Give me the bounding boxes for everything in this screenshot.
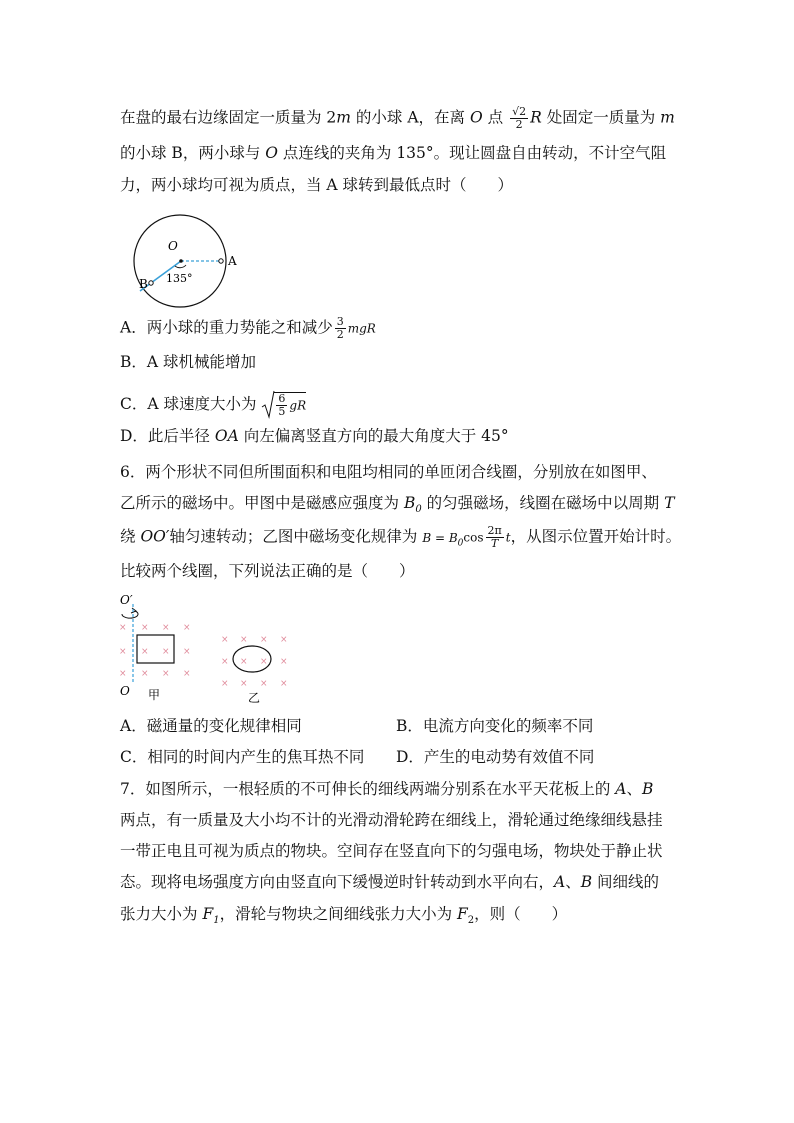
- field-cross-icon: ×: [221, 657, 229, 667]
- q6-option-a: A．磁通量的变化规律相同: [120, 717, 302, 735]
- center-point-O: [179, 259, 183, 263]
- q6-option-d: D．产生的电动势有效值不同: [396, 748, 595, 766]
- field-cross-icon: ×: [119, 623, 127, 633]
- q5-option-d: D．此后半径 OA 向左偏离竖直方向的最大角度大于 45°: [120, 427, 509, 445]
- field-cross-icon: ×: [119, 669, 127, 679]
- field-cross-icon: ×: [260, 635, 268, 645]
- field-cross-icon: ×: [280, 635, 288, 645]
- field-cross-icon: ×: [183, 669, 191, 679]
- sqrt2-over-2-fraction: $\frac{√2}{2}$: [512, 105, 527, 131]
- field-crosses-jia: [119, 623, 191, 679]
- label-O: O: [168, 239, 178, 253]
- q6-option-b: B．电流方向变化的频率不同: [396, 717, 594, 735]
- q7-line-5: 张力大小为 $F_1$，滑轮与物块之间细线张力大小为 $F_2$，则（ ）: [120, 905, 568, 927]
- q5-option-b: B．A 球机械能增加: [120, 353, 257, 371]
- q5-option-c: C．A 球速度大小为 $\frac{6}{5}$ gR: [120, 392, 307, 418]
- q7-line-4: 态。现将电场强度方向由竖直向下缓慢逆时针转动到水平向右，A、B 间细线的: [120, 873, 660, 891]
- q6-option-c: C．相同的时间内产生的焦耳热不同: [120, 748, 365, 766]
- q7-line-3: 一带正电且可视为质点的物块。空间存在竖直向下的匀强电场，物块处于静止状: [120, 842, 663, 860]
- field-cross-icon: ×: [162, 623, 170, 633]
- q7-line-2: 两点，有一质量及大小均不计的光滑动滑轮跨在细线上，滑轮通过绝缘细线悬挂: [120, 811, 663, 829]
- field-cross-icon: ×: [280, 679, 288, 689]
- label-O-prime: O′: [120, 593, 133, 607]
- field-cross-icon: ×: [260, 679, 268, 689]
- ball-B: [149, 281, 153, 285]
- q6-line-1: 6．两个形状不同但所围面积和电阻均相同的单匝闭合线圈，分别放在如图甲、: [120, 463, 657, 481]
- angle-arc: [175, 265, 186, 268]
- field-crosses-yi: [221, 635, 288, 689]
- field-cross-icon: ×: [240, 635, 248, 645]
- field-cross-icon: ×: [221, 635, 229, 645]
- q5-line-1: 在盘的最右边缘固定一质量为 2m 的小球 A，在离 O 点 $\frac{√2}{2}$ R 处固定一质量为 m: [120, 105, 675, 131]
- radical-sign-icon: [261, 390, 275, 420]
- q6-line-4: 比较两个线圈，下列说法正确的是（ ）: [120, 562, 415, 580]
- q5-line-2: 的小球 B，两小球与 O 点连线的夹角为 135°。现让圆盘自由转动，不计空气阻: [120, 144, 667, 162]
- field-cross-icon: ×: [141, 669, 149, 679]
- label-yi: 乙: [248, 691, 261, 705]
- sqrt-6-5-gR: $\frac{6}{5}$ gR: [261, 390, 306, 420]
- field-cross-icon: ×: [183, 647, 191, 657]
- label-B: B: [139, 277, 148, 291]
- q6-line-3: 绕 OO′轴匀速转动；乙图中磁场变化规律为 $B = B_0\cos$ $\frac{2\pi}{T}$ t，从图示位置开始计时。: [120, 524, 682, 550]
- field-cross-icon: ×: [141, 647, 149, 657]
- field-cross-icon: ×: [162, 669, 170, 679]
- field-cross-icon: ×: [240, 679, 248, 689]
- q5-disc-figure: [120, 208, 260, 318]
- q6-magnetic-field-figure: [115, 592, 305, 710]
- rotation-arrow-icon: [122, 611, 138, 618]
- b-formula: $B = B_0$: [422, 530, 464, 548]
- field-cross-icon: ×: [119, 647, 127, 657]
- label-O: O: [120, 684, 130, 698]
- field-cross-icon: ×: [183, 623, 191, 633]
- field-cross-icon: ×: [221, 679, 229, 689]
- label-135: 135°: [166, 272, 193, 285]
- field-cross-icon: ×: [260, 657, 268, 667]
- label-A: A: [228, 254, 237, 268]
- q7-line-1: 7．如图所示，一根轻质的不可伸长的细线两端分别系在水平天花板上的 A、B: [120, 780, 654, 798]
- field-cross-icon: ×: [162, 647, 170, 657]
- q5-line-3: 力，两小球均可视为质点，当 A 球转到最低点时（ ）: [120, 176, 514, 194]
- ball-A: [219, 259, 223, 263]
- field-cross-icon: ×: [141, 623, 149, 633]
- q5-option-a: A．两小球的重力势能之和减少 $\frac{3}{2}$ mgR: [120, 315, 376, 341]
- field-cross-icon: ×: [280, 657, 288, 667]
- field-cross-icon: ×: [240, 657, 248, 667]
- q6-line-2: 乙所示的磁场中。甲图中是磁感应强度为 $B_0$ 的匀强磁场，线圈在磁场中以周期 T: [120, 494, 675, 516]
- label-jia: 甲: [148, 688, 161, 702]
